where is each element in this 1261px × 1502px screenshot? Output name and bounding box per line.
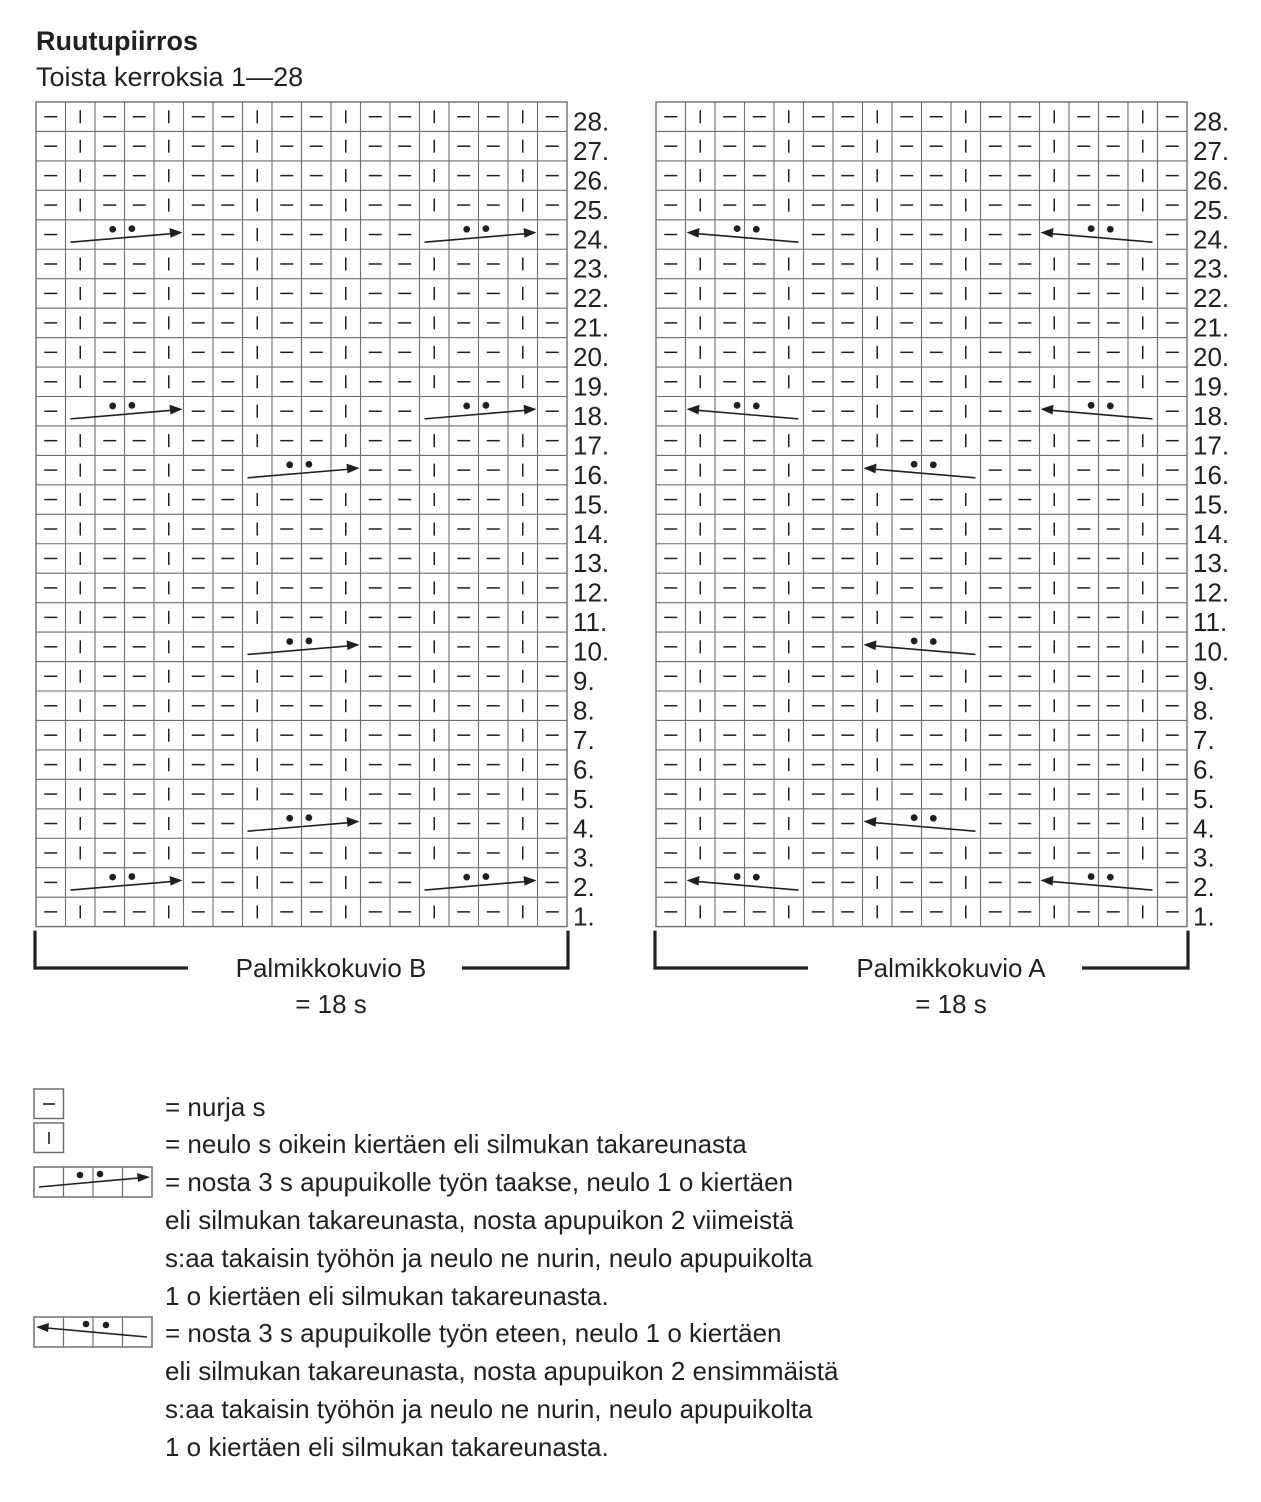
chart-b-row-label: 23. <box>573 253 610 284</box>
legend-cable-right-icon <box>33 1166 155 1200</box>
chart-a-row-label: 24. <box>1193 224 1230 255</box>
legend-purl-icon <box>33 1088 65 1120</box>
chart-b-row-label: 5. <box>573 783 595 814</box>
legend-line: s:aa takaisin työhön ja neulo ne nurin, neulo apupuikolta <box>165 1243 813 1273</box>
legend-line: = nosta 3 s apupuikolle työn eteen, neulo 1 o kiertäen <box>165 1318 782 1348</box>
legend-line: 1 o kiertäen eli silmukan takareunasta. <box>165 1432 609 1462</box>
chart-b-row-label: 17. <box>573 430 610 461</box>
chart-b-row-label: 12. <box>573 577 610 608</box>
chart-a-row-label: 18. <box>1193 400 1230 431</box>
chart-b-row-label: 9. <box>573 666 595 696</box>
chart-a-row-label: 7. <box>1193 724 1215 755</box>
chart-a-row-label: 23. <box>1193 253 1230 284</box>
chart-a-row-label: 4. <box>1193 813 1215 844</box>
chart-b-row-label: 28. <box>573 106 610 137</box>
chart-b-row-label: 7. <box>573 724 595 755</box>
chart-a-row-label: 12. <box>1193 577 1230 608</box>
chart-b-row-label: 25. <box>573 194 610 225</box>
chart-b-row-label: 18. <box>573 400 610 431</box>
legend-line: eli silmukan takareunasta, nosta apupuikon 2 viimeistä <box>165 1205 794 1235</box>
chart-a-row-label: 25. <box>1193 194 1230 225</box>
chart-a-row-label: 13. <box>1193 548 1230 579</box>
chart-a-row-label: 20. <box>1193 342 1230 373</box>
chart-a-row-label: 3. <box>1193 842 1215 873</box>
chart-b-row-label: 19. <box>573 371 610 402</box>
chart-b-name: Palmikkokuvio B <box>235 953 427 983</box>
chart-a-row-label: 14. <box>1193 518 1230 549</box>
chart-a-width: = 18 s <box>915 989 987 1019</box>
chart-b-row-label: 10. <box>573 636 610 667</box>
chart-a-row-label: 8. <box>1193 695 1215 726</box>
legend-line: s:aa takaisin työhön ja neulo ne nurin, neulo apupuikolta <box>165 1394 813 1424</box>
chart-b-row-label: 20. <box>573 342 610 373</box>
legend-cable-left-icon <box>33 1316 155 1350</box>
chart-a-row-label: 27. <box>1193 135 1230 166</box>
chart-a-row-label: 17. <box>1193 430 1230 461</box>
chart-b-row-label: 15. <box>573 489 610 520</box>
legend-cable-right-text <box>165 1163 813 1315</box>
page-title: Ruutupiirros <box>36 26 198 56</box>
chart-b-row-label: 4. <box>573 813 595 844</box>
chart-b-row-label: 11. <box>573 607 608 638</box>
chart-a-row-label: 2. <box>1193 872 1215 903</box>
legend-line: eli silmukan takareunasta, nosta apupuikon 2 ensimmäistä <box>165 1356 839 1386</box>
chart-b-row-label: 21. <box>573 312 610 343</box>
page-subtitle: Toista kerroksia 1—28 <box>36 62 304 92</box>
chart-b-row-label: 6. <box>573 754 595 785</box>
legend-line: = neulo s oikein kiertäen eli silmukan takareunasta <box>165 1129 747 1159</box>
chart-a-bracket-left <box>655 931 808 968</box>
legend-knit-icon <box>33 1122 65 1154</box>
chart-a-row-label: 28. <box>1193 106 1230 137</box>
chart-a-row-label: 21. <box>1193 312 1230 343</box>
legend-line: 1 o kiertäen eli silmukan takareunasta. <box>165 1281 609 1311</box>
chart-a-row-label: 22. <box>1193 283 1230 314</box>
chart-a-row-label: 10. <box>1193 636 1230 667</box>
chart-b-row-label: 2. <box>573 872 595 903</box>
chart-a-row-label: 15. <box>1193 489 1230 520</box>
chart-b-row-label: 8. <box>573 695 595 726</box>
chart-b-row-label: 27. <box>573 135 610 166</box>
chart-a-row-label: 9. <box>1193 666 1215 696</box>
legend-knit-text <box>165 1125 747 1163</box>
chart-b-row-label: 14. <box>573 518 610 549</box>
chart-a-row-label: 11. <box>1193 607 1228 638</box>
chart-a-row-label: 5. <box>1193 783 1215 814</box>
legend-line: = nurja s <box>165 1092 266 1122</box>
chart-b-row-label: 3. <box>573 842 595 873</box>
legend-line: = nosta 3 s apupuikolle työn taakse, neulo 1 o kiertäen <box>165 1167 794 1197</box>
chart-b-row-label: 13. <box>573 548 610 579</box>
chart-b-row-label: 24. <box>573 224 610 255</box>
chart-b-row-label: 22. <box>573 283 610 314</box>
chart-b-row-label: 26. <box>573 165 610 196</box>
chart-a-row-label: 6. <box>1193 754 1215 785</box>
chart-a-row-label: 26. <box>1193 165 1230 196</box>
chart-b-row-label: 1. <box>573 901 595 932</box>
chart-b-label <box>181 950 481 1022</box>
chart-b-width: = 18 s <box>295 989 367 1019</box>
chart-a-row-label: 16. <box>1193 459 1230 490</box>
legend-cable-left-text <box>165 1314 839 1466</box>
legend-purl-text <box>165 1088 265 1126</box>
chart-b-row-label: 16. <box>573 459 610 490</box>
chart-b-bracket-left <box>35 931 188 968</box>
chart-a-row-label: 19. <box>1193 371 1230 402</box>
chart-a-name: Palmikkokuvio A <box>856 953 1046 983</box>
chart-a-row-label: 1. <box>1193 901 1215 932</box>
chart-a-label <box>801 950 1101 1022</box>
